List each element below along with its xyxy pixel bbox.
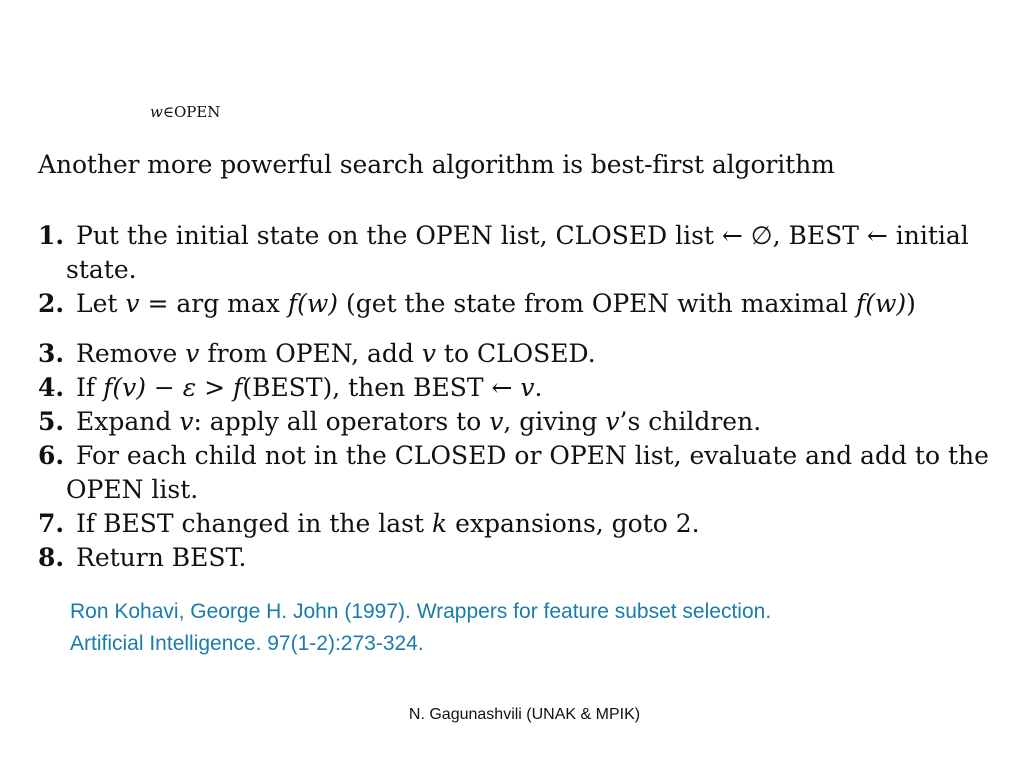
step-3 xyxy=(38,337,998,371)
step-1-line2: state. xyxy=(66,255,137,284)
step-4-text-b: (BEST), then BEST ← xyxy=(242,373,521,402)
step-5-var-v2: v xyxy=(489,407,504,436)
reference-citation xyxy=(70,596,771,660)
step-4-var-v: v xyxy=(520,373,535,402)
step-number: 8. xyxy=(38,543,65,572)
step-5-var-v: v xyxy=(179,407,194,436)
step-number: 6. xyxy=(38,441,65,470)
step-5-text-c: , giving xyxy=(503,407,606,436)
step-8-text: Return BEST. xyxy=(76,543,247,572)
step-4 xyxy=(38,371,998,405)
step-1-line1: Put the initial state on the OPEN list, CLOSED list ← ∅, BEST ← initial xyxy=(76,221,969,250)
step-2-fw: f(w) xyxy=(287,289,338,318)
subscript-set: ∈OPEN xyxy=(162,103,221,121)
step-2-pre: Let xyxy=(76,289,126,318)
step-4-text-a: If xyxy=(76,373,104,402)
step-number: 1. xyxy=(38,221,65,250)
step-7 xyxy=(38,507,998,541)
step-3-var-v: v xyxy=(185,339,200,368)
step-2-argmax: = arg max xyxy=(139,289,288,318)
step-5-text-d: ’s children. xyxy=(619,407,762,436)
argmax-subscript xyxy=(150,103,220,121)
footer xyxy=(0,706,1024,724)
step-6-line2: OPEN list. xyxy=(66,475,199,504)
step-7-text-b: expansions, goto 2. xyxy=(447,509,700,538)
step-4-text-c: . xyxy=(534,373,543,402)
step-number: 4. xyxy=(38,373,65,402)
step-5-text-b: : apply all operators to xyxy=(193,407,490,436)
intro-text: Another more powerful search algorithm is best-first algorithm xyxy=(38,150,835,179)
step-number: 7. xyxy=(38,509,65,538)
step-number: 5. xyxy=(38,407,65,436)
step-7-var-k: k xyxy=(431,509,448,538)
footer-author: N. Gagunashvili (UNAK & MPIK) xyxy=(408,706,641,723)
step-2 xyxy=(38,287,998,337)
reference-line1: Ron Kohavi, George H. John (1997). Wrappers for feature subset selection. xyxy=(70,600,772,623)
step-4-formula: f(v) − ε > f xyxy=(103,373,243,402)
step-3-text-b: from OPEN, add xyxy=(199,339,422,368)
step-3-var-v2: v xyxy=(421,339,436,368)
step-7-text-a: If BEST changed in the last xyxy=(76,509,432,538)
step-6 xyxy=(38,439,998,507)
step-3-text-c: to CLOSED. xyxy=(435,339,596,368)
step-3-text-a: Remove xyxy=(76,339,186,368)
step-1 xyxy=(38,219,998,287)
step-5-var-v3: v xyxy=(605,407,620,436)
step-number: 2. xyxy=(38,289,65,318)
subscript-var-w: w xyxy=(150,103,163,121)
algorithm-steps xyxy=(38,219,998,575)
step-5-text-a: Expand xyxy=(76,407,180,436)
reference-line2: Artificial Intelligence. 97(1-2):273-324. xyxy=(70,632,424,655)
step-2-end: ) xyxy=(906,289,916,318)
step-6-line1: For each child not in the CLOSED or OPEN list, evaluate and add to the xyxy=(76,441,989,470)
step-2-var-v: v xyxy=(125,289,140,318)
step-number: 3. xyxy=(38,339,65,368)
step-2-fw2: f(w) xyxy=(856,289,907,318)
step-2-rest: (get the state from OPEN with maximal xyxy=(338,289,856,318)
step-5 xyxy=(38,405,998,439)
step-8 xyxy=(38,541,998,575)
